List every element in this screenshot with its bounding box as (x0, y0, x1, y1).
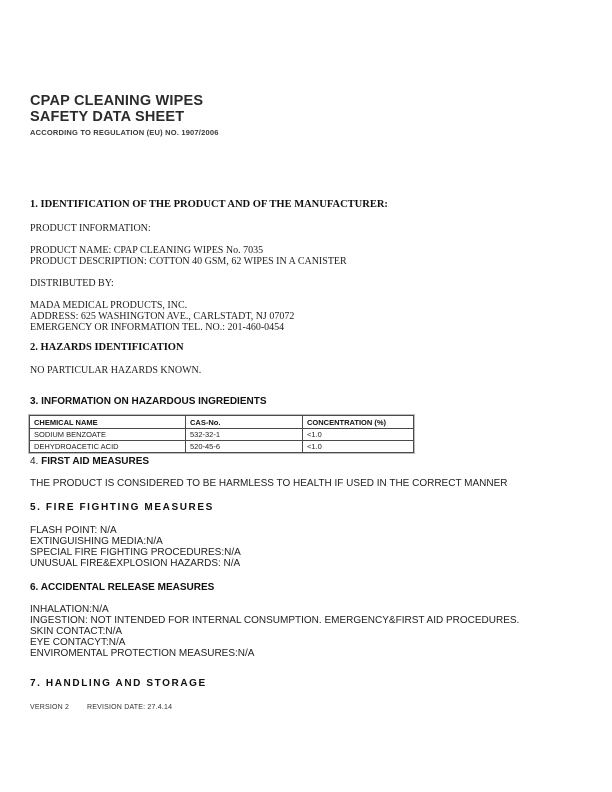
special-fire-procedures-line: SPECIAL FIRE FIGHTING PROCEDURES:N/A (30, 547, 241, 558)
section-5-body (30, 525, 241, 569)
distributor-company: MADA MEDICAL PRODUCTS, INC. (30, 300, 188, 311)
regulation-reference: ACCORDING TO REGULATION (EU) NO. 1907/2006 (30, 128, 219, 137)
distributor-phone: EMERGENCY OR INFORMATION TEL. NO.: 201-460-0454 (30, 322, 285, 333)
section-6-body (30, 604, 519, 659)
section-4-heading (30, 456, 149, 467)
table-cell-chemical-name: SODIUM BENZOATE (30, 429, 186, 441)
document-title: SAFETY DATA SHEET (30, 108, 185, 125)
section-4-title: FIRST AID MEASURES (41, 456, 150, 467)
section-5-heading: 5. FIRE FIGHTING MEASURES (30, 502, 214, 513)
table-row (30, 441, 414, 453)
footer-version: VERSION 2 (30, 704, 70, 711)
table-header-row (30, 416, 414, 429)
product-description: PRODUCT DESCRIPTION: COTTON 40 GSM, 62 WIPES IN A CANISTER (30, 256, 347, 267)
environmental-protection-line: ENVIROMENTAL PROTECTION MEASURES:N/A (30, 648, 255, 659)
product-title: CPAP CLEANING WIPES (30, 93, 204, 109)
section-7-heading: 7. HANDLING AND STORAGE (30, 678, 207, 689)
table-header-cas-no: CAS-No. (186, 416, 303, 429)
hazardous-ingredients-table-wrap (29, 415, 414, 453)
table-header-concentration: CONCENTRATION (%) (303, 416, 414, 429)
section-6-heading: 6. ACCIDENTAL RELEASE MEASURES (30, 582, 215, 593)
distributor-address: ADDRESS: 625 WASHINGTON AVE., CARLSTADT, NJ 07072 (30, 311, 295, 322)
table-row (30, 429, 414, 441)
inhalation-line: INHALATION:N/A (30, 604, 109, 615)
footer-revision-date: REVISION DATE: 27.4.14 (87, 704, 173, 711)
eye-contact-line: EYE CONTACYT:N/A (30, 637, 126, 648)
product-name: PRODUCT NAME: CPAP CLEANING WIPES No. 7035 (30, 245, 264, 256)
table-cell-cas-no: 520-45-6 (186, 441, 303, 453)
distributor-block (30, 300, 294, 333)
extinguishing-media-line: EXTINGUISHING MEDIA:N/A (30, 536, 163, 547)
section-2-body: NO PARTICULAR HAZARDS KNOWN. (30, 365, 202, 376)
section-1-heading: 1. IDENTIFICATION OF THE PRODUCT AND OF THE MANUFACTURER: (30, 199, 388, 210)
unusual-hazards-line: UNUSUAL FIRE&EXPLOSION HAZARDS: N/A (30, 558, 241, 569)
section-4-body: THE PRODUCT IS CONSIDERED TO BE HARMLESS TO HEALTH IF USED IN THE CORRECT MANNER (30, 478, 508, 489)
skin-contact-line: SKIN CONTACT:N/A (30, 626, 123, 637)
product-information-label: PRODUCT INFORMATION: (30, 223, 151, 234)
product-identity-block (30, 245, 347, 267)
table-header-chemical-name: CHEMICAL NAME (30, 416, 186, 429)
table-cell-concentration: <1.0 (303, 429, 414, 441)
section-3-heading: 3. INFORMATION ON HAZARDOUS INGREDIENTS (30, 396, 267, 407)
hazardous-ingredients-table (29, 415, 414, 453)
flash-point-line: FLASH POINT: N/A (30, 525, 117, 536)
document-header (30, 94, 219, 137)
table-cell-cas-no: 532-32-1 (186, 429, 303, 441)
section-2-heading: 2. HAZARDS IDENTIFICATION (30, 342, 184, 353)
section-4-number: 4. (30, 456, 39, 467)
table-cell-chemical-name: DEHYDROACETIC ACID (30, 441, 186, 453)
ingestion-line: INGESTION: NOT INTENDED FOR INTERNAL CONSUMPTION. EMERGENCY&FIRST AID PROCEDURES. (30, 615, 520, 626)
distributed-by-label: DISTRIBUTED BY: (30, 278, 114, 289)
table-cell-concentration: <1.0 (303, 441, 414, 453)
